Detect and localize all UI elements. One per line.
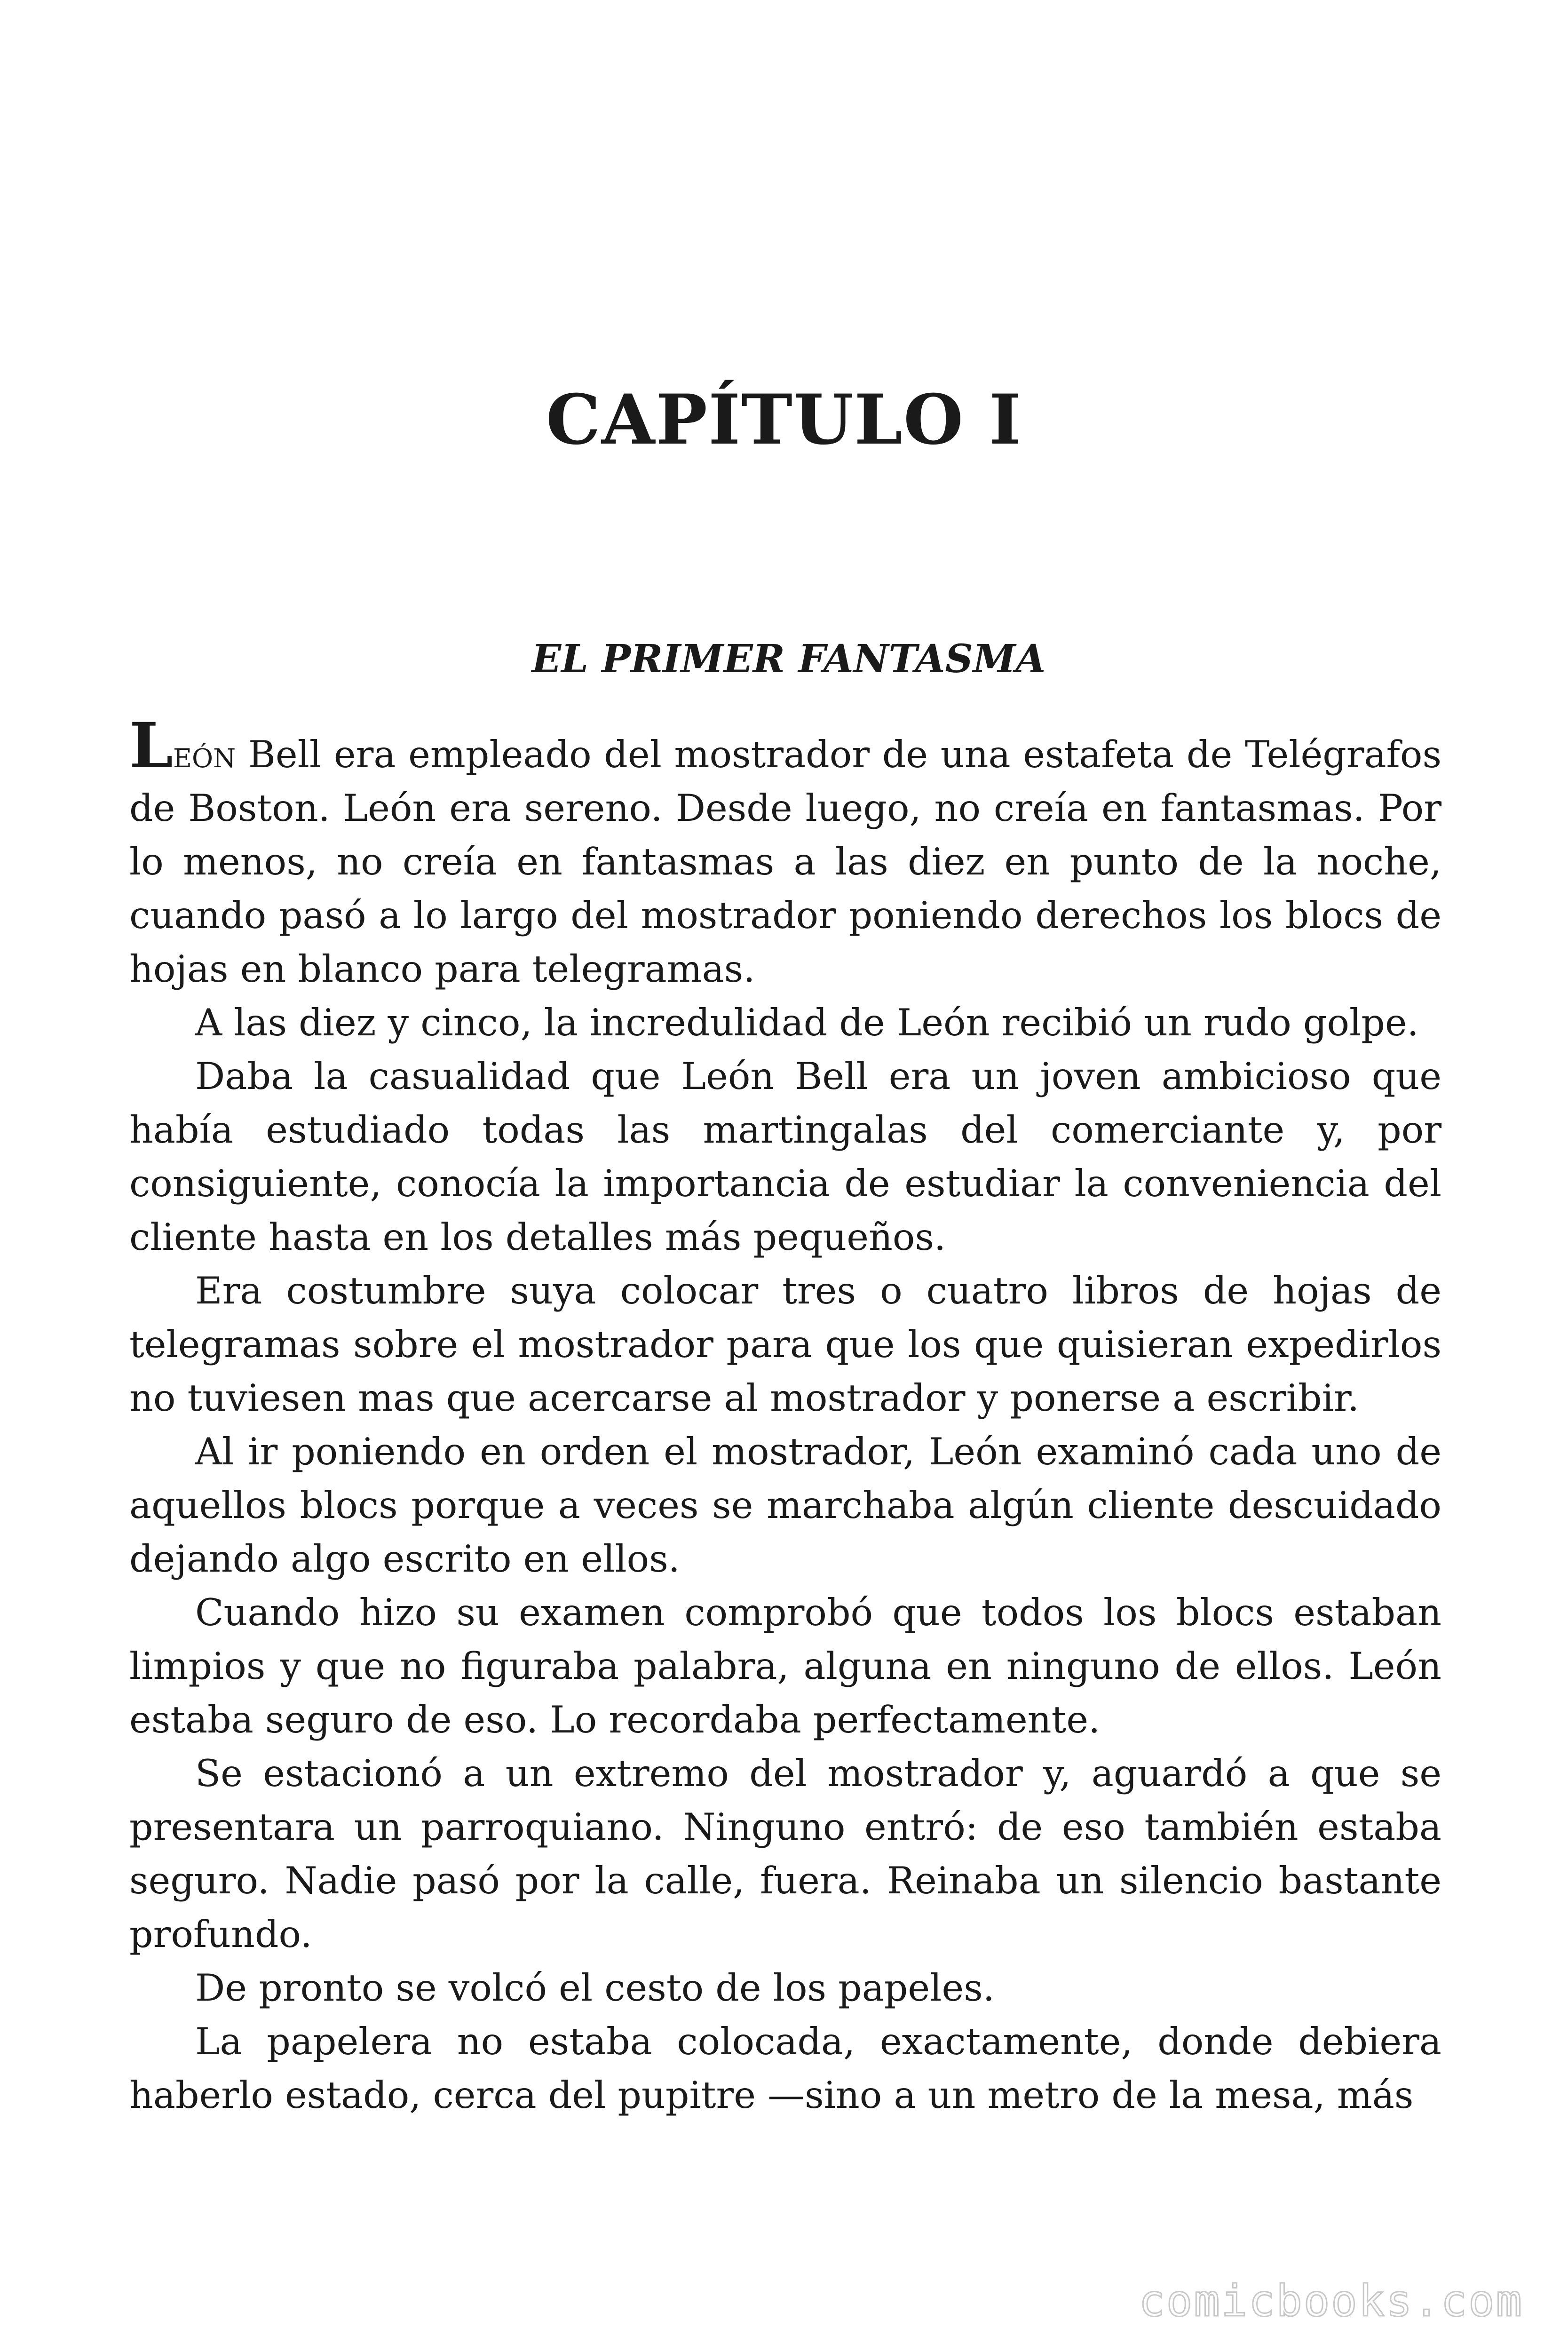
- paragraph-6: Cuando hizo su examen comprobó que todos los blocs estaban limpios y que no figuraba palabra, alguna en ninguno de ellos. León estaba seguro de eso. Lo recordaba perfectamente.: [129, 1591, 1441, 1741]
- paragraph-1-text: Bell era empleado del mostrador de una estafeta de Telégrafos de Boston. León era sereno. Desde luego, no creía en fantasmas. Por lo menos, no creía en fantasmas a las diez en punto de la noche, cuando pasó a lo largo del mostrador poniendo derechos los blocs de hojas en blanco para telegramas.: [129, 733, 1441, 991]
- drop-cap: L: [129, 709, 173, 782]
- paragraph-8: De pronto se volcó el cesto de los papeles.: [195, 1966, 995, 2010]
- paragraph-1: [129, 709, 1441, 996]
- body-text: [129, 709, 1441, 2122]
- paragraph-9: La papelera no estaba colocada, exactamente, donde debiera haberlo estado, cerca del pupitre —sino a un metro de la mesa, más: [129, 2020, 1441, 2117]
- chapter-title: CAPÍTULO I: [546, 380, 1022, 460]
- paragraph-7: Se estacionó a un extremo del mostrador y, aguardó a que se presentara un parroquiano. Ninguno entró: de eso también estaba seguro. Nadie pasó por la calle, fuera. Reinaba un silencio bastante profundo.: [129, 1752, 1441, 1956]
- paragraph-5: Al ir poniendo en orden el mostrador, León examinó cada uno de aquellos blocs porque a veces se marchaba algún cliente descuidado dejando algo escrito en ellos.: [129, 1430, 1441, 1581]
- first-word-rest: eón: [173, 733, 236, 776]
- section-title: EL PRIMER FANTASMA: [531, 636, 1046, 682]
- paragraph-2: A las diez y cinco, la incredulidad de León recibió un rudo golpe.: [195, 1001, 1419, 1044]
- paragraph-3: Daba la casualidad que León Bell era un joven ambicioso que había estudiado todas las martingalas del comerciante y, por consiguiente, conocía la importancia de estudiar la conveniencia del cliente hasta en los detalles más pequeños.: [129, 1055, 1441, 1259]
- paragraph-4: Era costumbre suya colocar tres o cuatro libros de hojas de telegramas sobre el mostrador para que los que quisieran expedirlos no tuviesen mas que acercarse al mostrador y ponerse a escribir.: [129, 1269, 1441, 1420]
- watermark-logo: comicbooks.com: [1139, 2276, 1523, 2326]
